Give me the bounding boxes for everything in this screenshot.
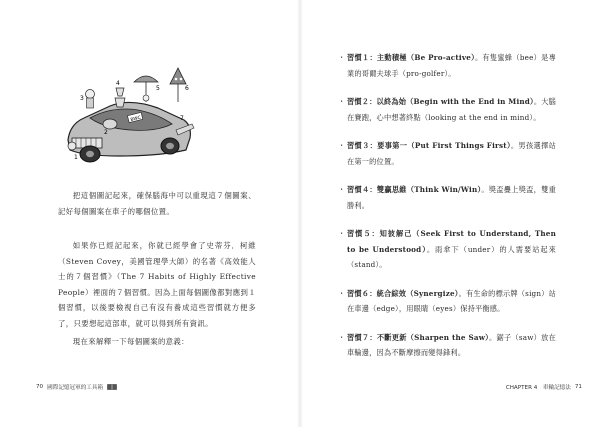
habit-text: 。獎盃疊上獎盃，雙重勝利。: [347, 185, 556, 210]
habit-text: 。男孩選擇站在第一的位置。: [347, 141, 556, 166]
habit-label: 習慣３：要事第一（Put First Things First）: [347, 141, 511, 150]
plate-label: BWC: [130, 115, 142, 124]
right-footer: [506, 383, 582, 391]
paragraph-seven-habits: 如果你已經記起來，你就已經學會了史蒂芬．柯維（Steven Covey，美國管理學大師）的名著《高效能人士的７個習慣》（The 7 Habits of Highly Effective People）裡面的７個習慣。因為上面每個圖像都對應到１個習慣，以後要檢視自己有沒有養成這些習慣就方便多了，只要想起這部車，就可以得到所有資訊。: [58, 241, 256, 328]
bullet: ・: [338, 288, 346, 298]
label-1: 1: [74, 154, 78, 161]
paragraph-memorize-picture: 把這個圖記起來，確保腦海中可以重現這７個圖案、記好每個圖案在車子的哪個位置。: [58, 191, 256, 216]
habit-label: 習慣１：主動積極（Be Pro-active）: [347, 53, 475, 62]
bullet: ・: [338, 97, 346, 106]
label-7: 7: [180, 115, 184, 122]
bullet: ・: [338, 53, 346, 62]
left-page-number: 70: [36, 384, 44, 390]
bullet: ・: [338, 141, 346, 150]
chapter-title: CHAPTER 4 車輪記憶法: [505, 385, 571, 391]
habit-text: 。大腦在賽跑，心中想著終點（looking at the end in mind）。: [347, 97, 556, 122]
bullet: ・: [338, 332, 346, 342]
habit-label: 習慣２：以終為始（Begin with the End in Mind）: [347, 97, 534, 106]
habit-label: 習慣４：雙贏思維（Think Win/Win）: [347, 185, 482, 194]
habit-3: [338, 138, 556, 169]
left-footer: [36, 383, 117, 391]
habit-text: 。有生命的標示牌（sign）站在車邊（edge），用眼睛（eyes）保持平衡感。: [347, 288, 556, 313]
label-5: 5: [156, 85, 160, 92]
car-mnemonic-illustration: [60, 58, 195, 168]
habits-list: [338, 50, 556, 361]
habit-1: [338, 50, 556, 81]
habit-5: [338, 226, 556, 273]
habit-label: 習慣７：不斷更新（Sharpen the Saw）: [347, 332, 490, 342]
bullet: ・: [338, 229, 346, 238]
paragraph-explain-intro: 現在來解釋一下每個圖案的意義：: [72, 337, 189, 347]
habit-6: [338, 286, 556, 317]
habit-label: 習慣５：知彼解己（Seek First to Understand, Then to be Understood）: [347, 229, 556, 254]
habit-text: 。鋸子（saw）放在車輪邊，因為不斷摩擦而變得鋒利。: [347, 332, 556, 357]
label-2: 2: [104, 129, 108, 136]
right-page: [300, 0, 600, 427]
label-4: 4: [116, 80, 120, 87]
habit-text: 。雨傘下（under）的人需要站起來（stand）。: [347, 244, 556, 269]
book-icon: [107, 384, 117, 390]
habit-text: 。有隻蜜蜂（bee）是專業的哥爾夫球手（pro-golfer）。: [347, 53, 556, 78]
book-title: 國際記憶冠軍的工具箱: [47, 385, 104, 391]
habit-label: 習慣６：統合綜效（Synergize）: [347, 288, 459, 298]
bullet: ・: [338, 185, 346, 194]
habit-2: [338, 94, 556, 125]
habit-7: [338, 330, 556, 361]
label-6: 6: [185, 85, 189, 92]
label-3: 3: [80, 95, 84, 102]
habit-4: [338, 182, 556, 213]
right-page-number: 71: [574, 384, 582, 390]
